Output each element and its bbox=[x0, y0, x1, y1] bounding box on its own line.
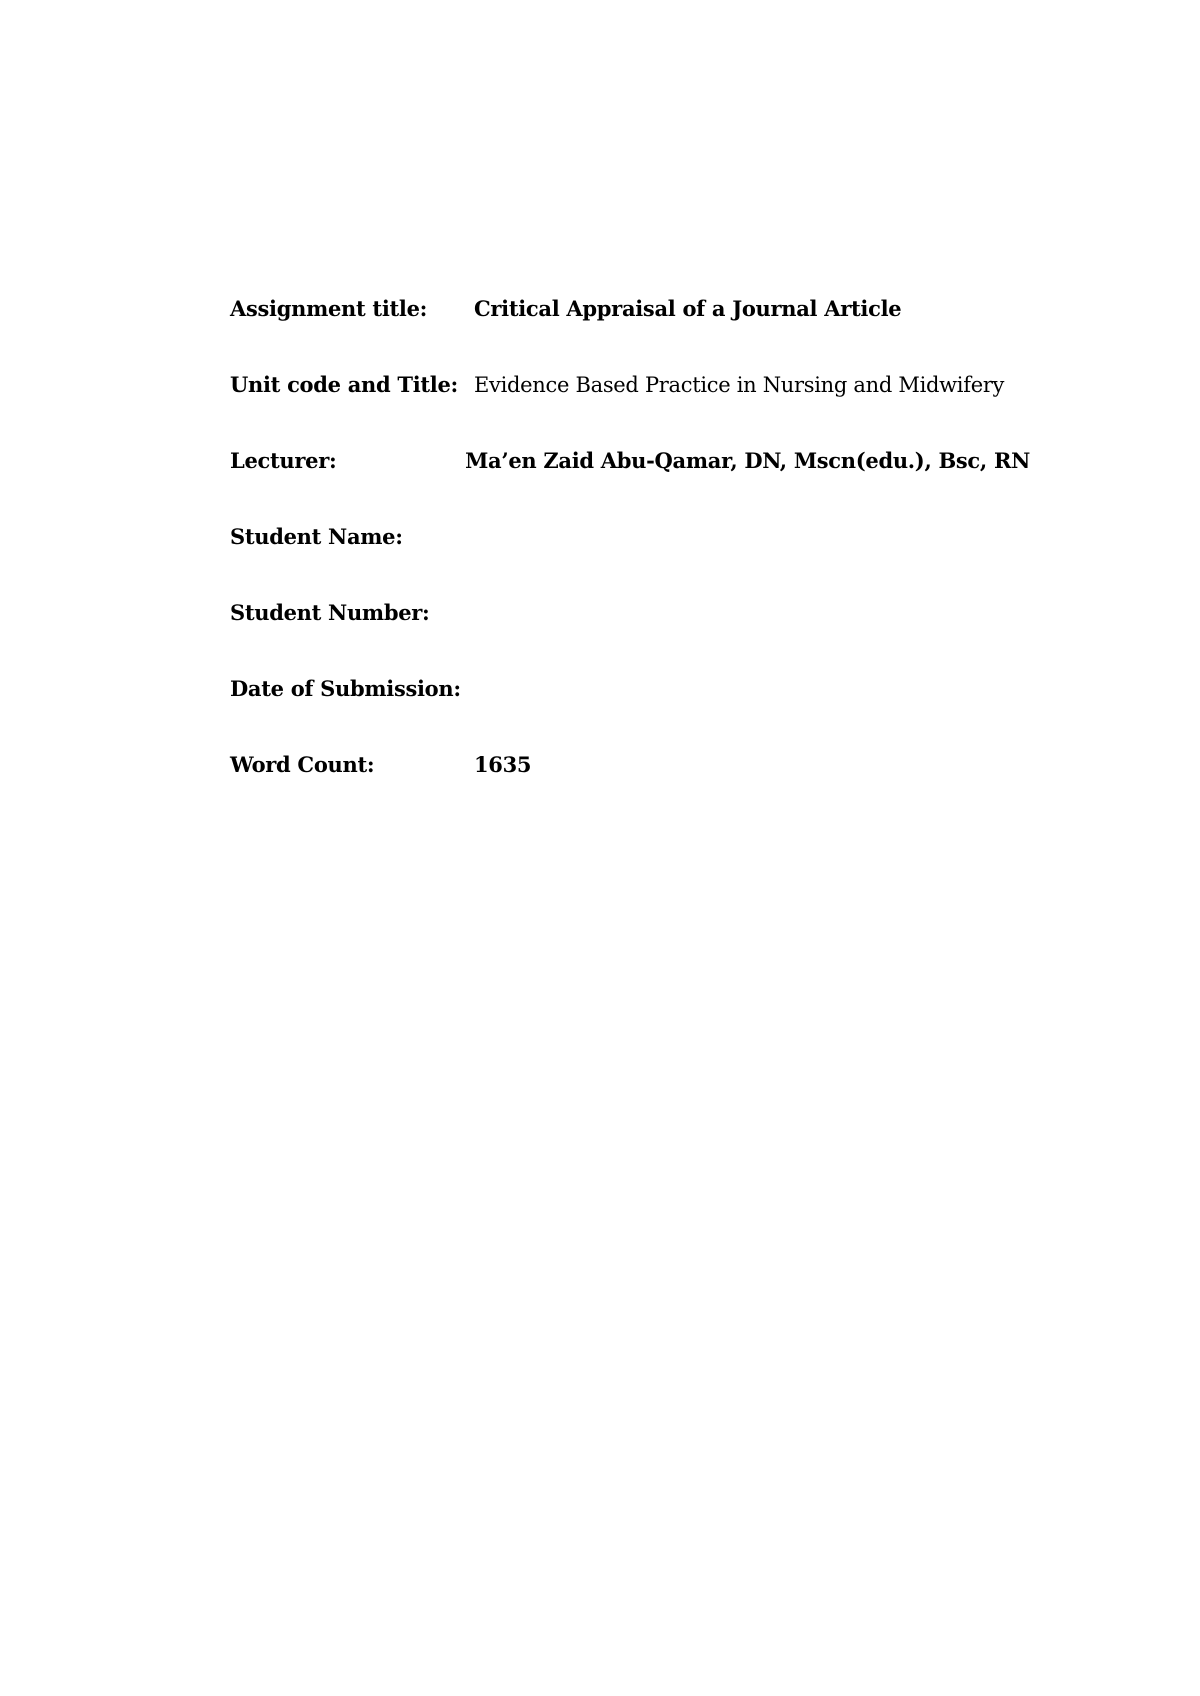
student-number-label: Student Number: bbox=[230, 600, 430, 625]
word-count-label: Word Count: bbox=[230, 752, 375, 777]
student-number-row bbox=[230, 600, 1030, 676]
assignment-title-label: Assignment title: bbox=[230, 296, 428, 321]
assignment-title-value: Critical Appraisal of a Journal Article bbox=[474, 296, 902, 321]
unit-code-title-row bbox=[230, 372, 1030, 448]
lecturer-value: Ma’en Zaid Abu-Qamar, DN, Mscn(edu.), Bsc, RN bbox=[465, 448, 1030, 473]
student-name-label: Student Name: bbox=[230, 524, 403, 549]
assignment-title-row bbox=[230, 296, 1030, 372]
lecturer-label: Lecturer: bbox=[230, 448, 337, 473]
submission-date-label: Date of Submission: bbox=[230, 676, 461, 701]
word-count-row bbox=[230, 752, 1030, 828]
word-count-value: 1635 bbox=[474, 752, 532, 777]
unit-code-title-value: Evidence Based Practice in Nursing and Midwifery bbox=[474, 373, 1005, 397]
submission-date-row bbox=[230, 676, 1030, 752]
cover-details-table bbox=[230, 296, 1030, 828]
unit-code-title-label: Unit code and Title: bbox=[230, 372, 458, 397]
student-name-row bbox=[230, 524, 1030, 600]
lecturer-row bbox=[230, 448, 1030, 524]
